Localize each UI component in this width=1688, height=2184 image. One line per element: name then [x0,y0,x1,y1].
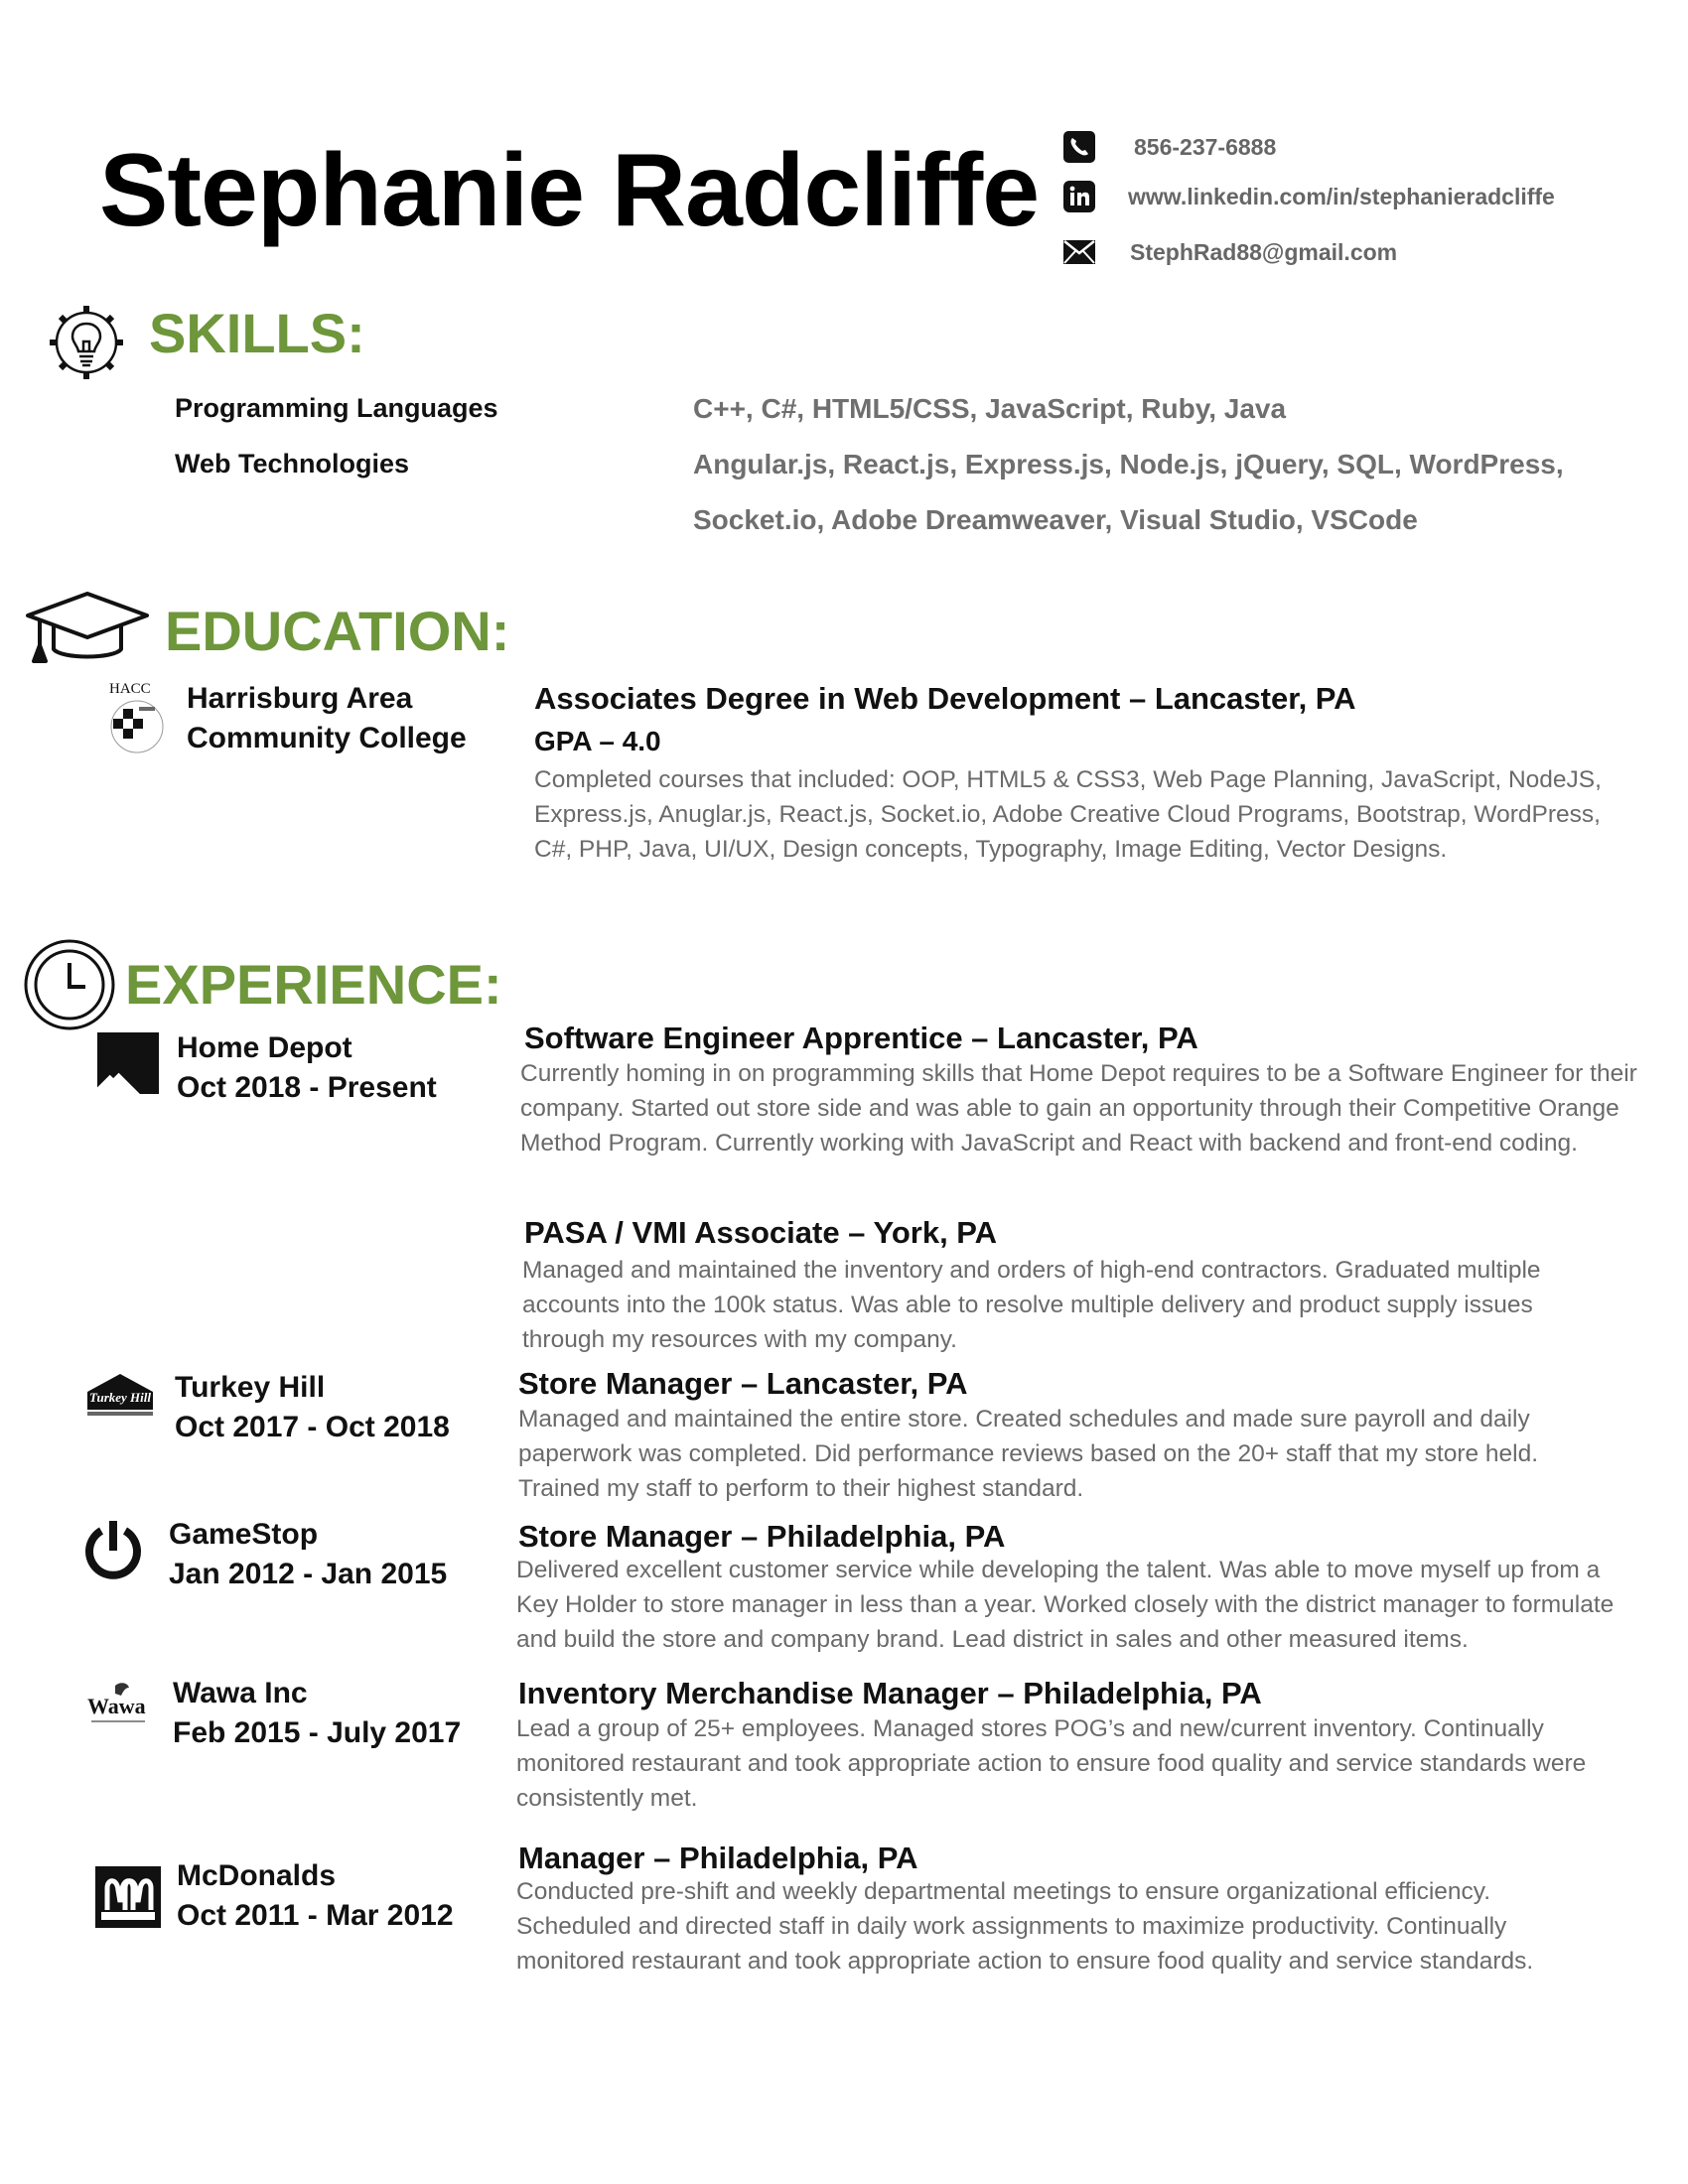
resume-name: Stephanie Radcliffe [99,133,1040,248]
org-name: McDonalds [177,1859,337,1892]
skills-heading: SKILLS: [149,302,365,364]
graduation-cap-icon [22,588,153,671]
role-description: Delivered excellent customer service while developing the talent. Was able to move myself up from a Key Holder to store manager in less than a year. Worked closely with the district manager to formulate and build the store and company brand. Lead district in sales and other measured items. [516,1557,1615,1653]
org-dates: Jan 2012 - Jan 2015 [169,1558,448,1590]
role-description: Managed and maintained the entire store. Created schedules and made sure payroll and daily paperwork was completed. Did performance reviews based on the 20+ staff that my store held. Trained my staff to perform to their highest standard. [518,1406,1539,1502]
role-title: Store Manager – Lancaster, PA [518,1366,968,1401]
education-heading: EDUCATION: [165,600,510,662]
turkey-hill-logo-text: Turkey Hill [89,1390,151,1405]
role-description: Managed and maintained the inventory and orders of high-end contractors. Graduated multiple accounts into the 100k status. Was able to resolve multiple delivery and product supply issues through my resources with my company. [522,1257,1541,1353]
role-description: Currently homing in on programming skills that Home Depot requires to be a Software Engineer for their company. Started out store side and was able to gain an opportunity through their Competitive Orange Method Program. Currently working with JavaScript and React with backend and front-end coding. [520,1060,1637,1157]
linkedin-text[interactable]: www.linkedin.com/in/stephanieradcliffe [1128,183,1555,209]
mcdonalds-logo [95,1866,161,1933]
role-description: Conducted pre-shift and weekly departmental meetings to ensure organizational efficiency. Scheduled and directed staff in daily work assignments to maximize productivity. Continually monitored restaurant and took appropriate action to ensure food quality and service standards. [516,1878,1534,1975]
org-name: GameStop [169,1518,319,1551]
org-dates: Feb 2015 - July 2017 [173,1716,462,1749]
linkedin-icon [1062,180,1096,213]
school-name-line2: Community College [187,722,467,754]
wawa-logo [85,1680,155,1736]
org-dates: Oct 2018 - Present [177,1071,437,1104]
education-description: Completed courses that included: OOP, HTML5 & CSS3, Web Page Planning, JavaScript, NodeJS, Express.js, Anuglar.js, React.js, Socket.io, Adobe Creative Cloud Programs, Bootstrap, WordPress, C#, PHP, Java, UI/UX, Design concepts, Typography, Image Editing, Vector Designs. [534,766,1602,863]
hacc-logo [95,679,179,763]
email-icon [1062,235,1096,269]
gamestop-power-logo [83,1517,143,1585]
org-name: Turkey Hill [175,1371,326,1404]
org-dates: Oct 2011 - Mar 2012 [177,1899,454,1932]
phone-text[interactable]: 856-237-6888 [1134,133,1277,160]
role-title: PASA / VMI Associate – York, PA [524,1215,998,1250]
home-depot-logo [97,1032,159,1099]
turkey-hill-logo [83,1370,157,1423]
gear-lightbulb-icon [44,300,129,385]
gpa-text: GPA – 4.0 [534,726,661,756]
skill-label: Web Technologies [175,449,410,478]
email-text[interactable]: StephRad88@gmail.com [1130,238,1398,265]
contact-linkedin [1062,177,1555,216]
experience-heading: EXPERIENCE: [125,953,502,1016]
hacc-logo-text: HACC [109,681,151,697]
org-name: Wawa Inc [173,1677,308,1709]
skill-value: Socket.io, Adobe Dreamweaver, Visual Studio, VSCode [693,504,1418,535]
skill-label: Programming Languages [175,393,498,423]
phone-icon [1062,130,1096,164]
degree-title: Associates Degree in Web Development – Lancaster, PA [534,681,1356,716]
org-dates: Oct 2017 - Oct 2018 [175,1411,450,1443]
role-description: Lead a group of 25+ employees. Managed stores POG’s and new/current inventory. Continually monitored restaurant and took appropriate action to ensure food quality and service standards were consistently met. [516,1715,1587,1812]
contact-phone [1062,127,1276,167]
role-title: Inventory Merchandise Manager – Philadelphia, PA [518,1676,1262,1710]
clock-icon [22,937,117,1032]
skill-value: Angular.js, React.js, Express.js, Node.js, jQuery, SQL, WordPress, [693,449,1564,479]
skill-value: C++, C#, HTML5/CSS, JavaScript, Ruby, Java [693,393,1287,424]
wawa-logo-text: Wawa [87,1694,146,1718]
contact-email [1062,232,1397,272]
org-name: Home Depot [177,1031,352,1064]
role-title: Manager – Philadelphia, PA [518,1841,918,1875]
role-title: Software Engineer Apprentice – Lancaster, PA [524,1021,1198,1055]
school-name-line1: Harrisburg Area [187,682,413,715]
role-title: Store Manager – Philadelphia, PA [518,1519,1006,1554]
